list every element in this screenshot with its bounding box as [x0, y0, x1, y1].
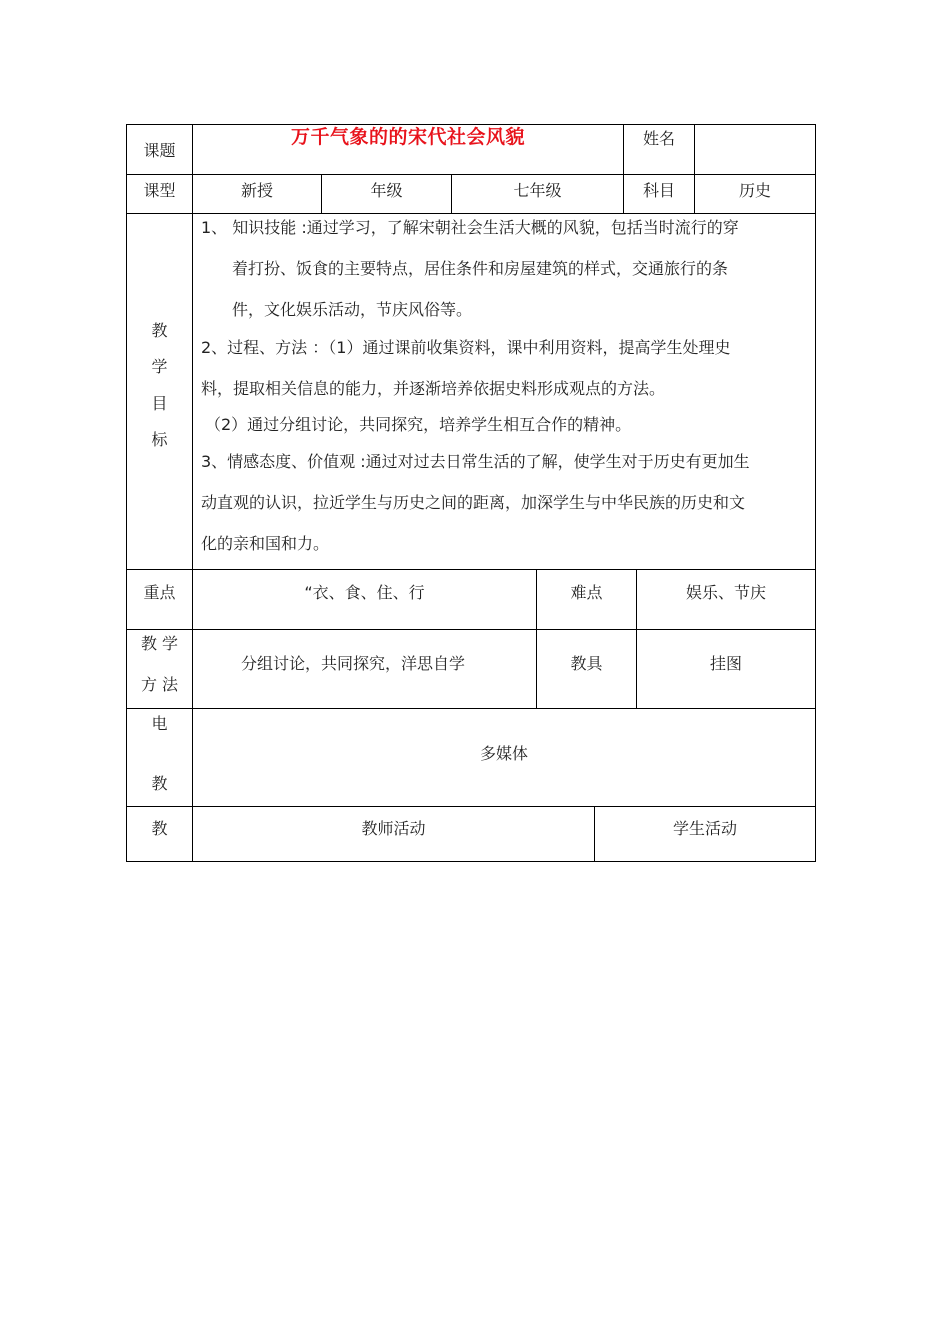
method-value: 分组讨论，共同探究，洋思自学	[241, 654, 466, 673]
row-divider	[126, 174, 816, 175]
difficulty-value: 娱乐、节庆	[685, 583, 766, 602]
objectives-label-char: 学	[151, 357, 168, 376]
objectives-label-char: 标	[151, 430, 168, 449]
objective-line: 化的亲和国和力。	[201, 534, 330, 553]
tools-value: 挂图	[709, 654, 742, 673]
focus-value: “衣、食、住、行	[304, 583, 425, 602]
table-border-right	[815, 124, 816, 862]
subject-value: 历史	[738, 181, 771, 200]
objectives-label-char: 目	[151, 394, 168, 413]
subject-label: 科目	[642, 181, 675, 200]
grade-label: 年级	[370, 181, 403, 200]
topic-label: 课题	[143, 141, 176, 160]
media-label: 电	[151, 714, 168, 733]
row-divider	[126, 708, 816, 709]
course-type-label: 课型	[143, 181, 176, 200]
difficulty-label: 难点	[570, 583, 603, 602]
name-label: 姓名	[642, 129, 675, 148]
table-border-top	[126, 124, 816, 125]
lesson-title: 万千气象的的宋代社会风貌	[290, 126, 525, 148]
row-divider	[126, 569, 816, 570]
objective-line: 1、 知识技能 :通过学习，了解宋朝社会生活大概的风貌，包括当时流行的穿	[201, 218, 739, 237]
focus-label: 重点	[143, 583, 176, 602]
grade-value: 七年级	[513, 181, 562, 200]
course-type-value: 新授	[240, 181, 273, 200]
media-label: 教	[151, 774, 168, 793]
objective-line: 2、过程、方法 ：（1）通过课前收集资料，课中利用资料，提高学生处理史	[201, 338, 731, 357]
teacher-activity-header: 教师活动	[361, 819, 426, 838]
objective-line: （2）通过分组讨论，共同探究，培养学生相互合作的精神。	[205, 415, 632, 434]
objective-line: 动直观的认识，拉近学生与历史之间的距离，加深学生与中华民族的历史和文	[201, 493, 746, 512]
objective-line: 料，提取相关信息的能力，并逐渐培养依据史料形成观点的方法。	[201, 379, 666, 398]
row-divider	[126, 629, 816, 630]
table-border-left	[126, 124, 127, 862]
method-label: 教 学	[140, 634, 179, 653]
table-border-bottom	[126, 861, 816, 862]
row-divider	[126, 213, 816, 214]
student-activity-header: 学生活动	[672, 819, 737, 838]
objective-line: 件，文化娱乐活动，节庆风俗等。	[232, 300, 473, 319]
media-value: 多媒体	[479, 744, 528, 763]
activities-label: 教	[151, 819, 168, 838]
objective-line: 3、情感态度、价值观 :通过对过去日常生活的了解，使学生对于历史有更加生	[201, 452, 750, 471]
tools-label: 教具	[570, 654, 603, 673]
method-label: 方 法	[140, 675, 179, 694]
objectives-label-char: 教	[151, 321, 168, 340]
row-divider	[126, 806, 816, 807]
objective-line: 着打扮、饭食的主要特点，居住条件和房屋建筑的样式，交通旅行的条	[232, 259, 729, 278]
